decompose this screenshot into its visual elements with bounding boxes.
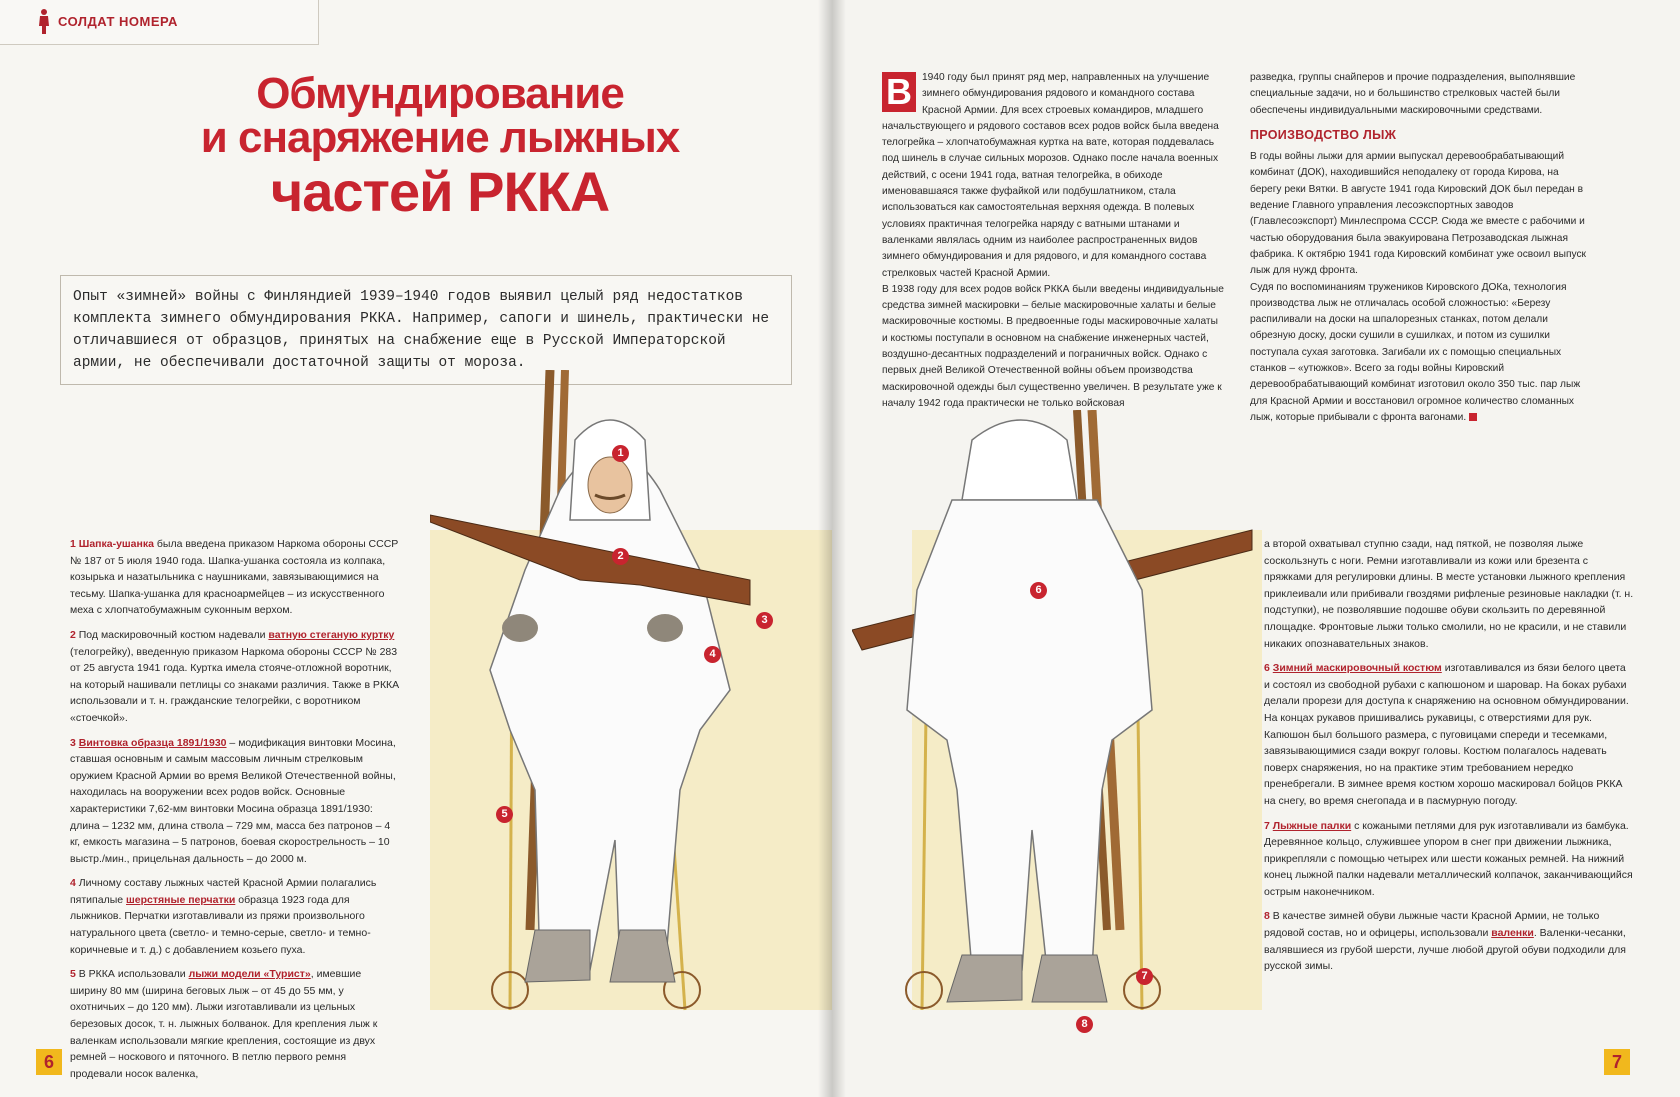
article-paragraph-5: Судя по воспоминаниям тружеников Кировского ДОКа, технология производства лыж не отличалась особой сложностью: «Березу распиливали на доски на шпалорезных станках, потом делали обрезную доску, доски сушили в сушилках, и потом из сушилки поступала сухая заготовка. Загибали их с помощью специальных станков – «утюжков». Всего за годы войны Кировский деревообрабатывающий комбинат изготовил около 350 тыс. пар лыж для Красной Армии и восстановил огромное количество сломанных лыж, которые прибывали с фронта вагонами.: [1250, 281, 1581, 423]
article-paragraph-2: В 1938 году для всех родов войск РККА были введены индивидуальные средства зимней маскировки – белые маскировочные халаты и белые маскировочные костюмы. В предвоенные годы маскировочные халаты и костюмы поступали в основном на снабжение инженерных частей, воздушно-десантных подразделений и пограничных войск. Однако с первых дней Великой Отечественной войны объем производства маскировочной одежды был существенно увеличен. В результате уже к началу 1942 года практически не только войсковая: [882, 283, 1224, 409]
marker-1: 1: [612, 445, 629, 462]
note-8: 8 В качестве зимней обуви лыжные части Красной Армии, не только рядовой состав, но и офицеры, использовали валенки. Валенки-чесанки, валявшиеся из грубой шерсти, лучше любой другой обуви подходили для русской зимы.: [1264, 910, 1626, 973]
page-title: [160, 69, 720, 223]
right-page: [832, 0, 1680, 1097]
note-6: 6 Зимний маскировочный костюм изготавливался из бязи белого цвета и состоял из свободной рубахи с капюшоном и шаровар. На боках рубахи делали прорези для доступа к снаряжению на основном обмундировании. На концах рукавов пришивались рукавицы, с отверстиями для рук. Капюшон был большого размера, с пуговицами спереди и тесемками, завязывающимися сзади вокруг головы. Костюм полагалось надевать поверх снаряжения, но на практике этим требованием нередко пренебрегали. В зимнее время костюм хорошо маскировал бойцов РККА на снегу, во время снегопада и в пасмурную погоду.: [1264, 662, 1629, 807]
marker-3: 3: [756, 612, 773, 629]
note-1: 1 Шапка-ушанка была введена приказом Наркома обороны СССР № 187 от 5 июля 1940 года. Шапка-ушанка состояла из колпака, козырька и назатыльника с наушниками, завязывающимися на тесьму. Шапка-ушанка для красноармейцев – из искусственного меха с хлопчатобумажным суконным верхом.: [70, 538, 399, 617]
soldier-front-illustration: [430, 370, 832, 1060]
title-line-2: и снаряжение лыжных: [200, 113, 680, 162]
dropcap: В: [882, 72, 916, 112]
marker-7: 7: [1136, 968, 1153, 985]
subheading: ПРОИЗВОДСТВО ЛЫЖ: [1250, 127, 1397, 142]
article-paragraph-4: В годы войны лыжи для армии выпускал деревообрабатывающий комбинат (ДОК), находившийся неподалеку от города Кирова, на берегу реки Вятки. В августе 1941 года Кировский ДОК был передан в ведение Главного управления лесоэкспортных заводов (Главлесоэкспорт) Минлеспрома СССР. Сюда же вместе с рабочими и частью оборудования была эвакуирована Петрозаводская лыжная фабрика. К октябрю 1941 года Кировский комбинат уже освоил выпуск лыж для нужд фронта.: [1250, 151, 1586, 277]
marker-2: 2: [612, 548, 629, 565]
title-line-3: частей РККА: [270, 160, 610, 223]
note-5-cont: а второй охватывал ступню сзади, над пяткой, не позволяя лыже соскользнуть с ноги. Ремни изготавливали из кожи или брезента с пряжками для регулировки длины. В месте установки лыжного крепления приклеивали или прибивали гвоздями рифленые резиновые накладки (т. н. подступки), не позволявшие подошве обуви скользить по деревянной площадке. Фронтовые лыжи только смолили, но не красили, и не ставили никаких опознавательных знаков.: [1264, 538, 1634, 650]
marker-6: 6: [1030, 582, 1047, 599]
note-3: 3 Винтовка образца 1891/1930 – модификация винтовки Мосина, ставшая основным и самым массовым личным стрелковым оружием Красной Армии во время Великой Отечественной войны, находилась на вооружении всех родов войск. Основные характеристики 7,62-мм винтовки Мосина образца 1891/1930: длина – 1232 мм, длина ствола – 729 мм, масса без патронов – 4 кг, емкость магазина – 5 патронов, боевая скорострельность – 10 выстр./мин., прицельная дальность – до 2000 м.: [70, 736, 396, 865]
intro-text: Опыт «зимней» войны с Финляндией 1939–1940 годов выявил целый ряд недостатков комплекта зимнего обмундирования РККА. Например, сапоги и шинель, практически не отличавшиеся от образцов, принятых на снабжение еще в Русской Императорской армии, не обеспечивали достаточной защиты от мороза.: [60, 275, 792, 385]
end-mark-icon: [1469, 413, 1477, 421]
article-column-1: [882, 70, 1224, 412]
section-header: [0, 0, 319, 45]
rubric-label: СОЛДАТ НОМЕРА: [58, 14, 178, 29]
soldier-icon: [38, 8, 50, 34]
page-number-right: 7: [1604, 1049, 1630, 1075]
note-5: 5 В РККА использовали лыжи модели «Турист», имевшие ширину 80 мм (ширина беговых лыж – от 45 до 55 мм, у охотничьих – до 120 мм). Лыжи изготавливали из цельных березовых досок, т. н. лыжных болванок. Для крепления лыж к валенкам использовали мягкие крепления, состоящие из двух ремней – носкового и пяточного. В петлю первого ремня продевали носок валенка,: [70, 968, 378, 1080]
note-7: 7 Лыжные палки с кожаными петлями для рук изготавливали из бамбука. Деревянное кольцо, служившее упором в снег при движении лыжника, прикрепляли с помощью четырех или шести кожаных ремней. На нижний конец лыжной палки надевали металлический колпачок, заканчивающийся острым наконечником.: [1264, 819, 1633, 898]
article-paragraph-1: В 1940 году был принят ряд мер, направленных на улучшение зимнего обмундирования рядового и командного состава Красной Армии. Для всех строевых командиров, младшего начальствующего и рядового составов всех родов войск была введена телогрейка – хлопчатобумажная куртка на вате, которая поддевалась под шинель в случае сильных морозов. Однако после начала военных действий, с осени 1941 года, ватная телогрейка, в обиходе именовавшаяся также фуфайкой или подбушлатником, стала использоваться как самостоятельная верхняя одежда. В полевых условиях практичная телогрейка наряду с ватными штанами и валенками являлась одним из наиболее распространенных видов зимнего обмундирования и для рядового, и для командного состава стрелковых частей Красной Армии.: [882, 71, 1219, 279]
note-2: 2 Под маскировочный костюм надевали ватную стеганую куртку (телогрейку), введенную приказом Наркома обороны СССР № 283 от 25 августа 1941 года. Куртка имела стояче-отложной воротник, на который нашивали петлицы со знаками различия. Также в РККА использовали и т. н. гражданские телогрейки, с воротником «стоечкой».: [70, 628, 400, 724]
marker-5: 5: [496, 806, 513, 823]
marker-4: 4: [704, 646, 721, 663]
page-number-left: 6: [36, 1049, 62, 1075]
note-4: 4 Личному составу лыжных частей Красной Армии полагались пятипалые шерстяные перчатки образца 1923 года для лыжников. Перчатки изготавливали из пряжи произвольного натурального цвета (светло- и темно-серые, светло- и темно-коричневые и т. д.) с добавлением козьего пуха.: [70, 877, 377, 956]
right-notes-column: [1264, 536, 1634, 983]
marker-8: 8: [1076, 1016, 1093, 1033]
soldier-back-illustration: [852, 410, 1272, 1060]
title-line-1: Обмундирование: [256, 69, 624, 118]
article-column-2: [1250, 70, 1592, 426]
page-gutter: [818, 0, 846, 1097]
left-notes-column: [70, 536, 400, 1090]
article-paragraph-3: разведка, группы снайперов и прочие подразделения, выполнявшие специальные задачи, но и большинство стрелковых частей были обеспечены индивидуальными маскировочными средствами.: [1250, 72, 1576, 116]
left-page: [0, 0, 832, 1097]
